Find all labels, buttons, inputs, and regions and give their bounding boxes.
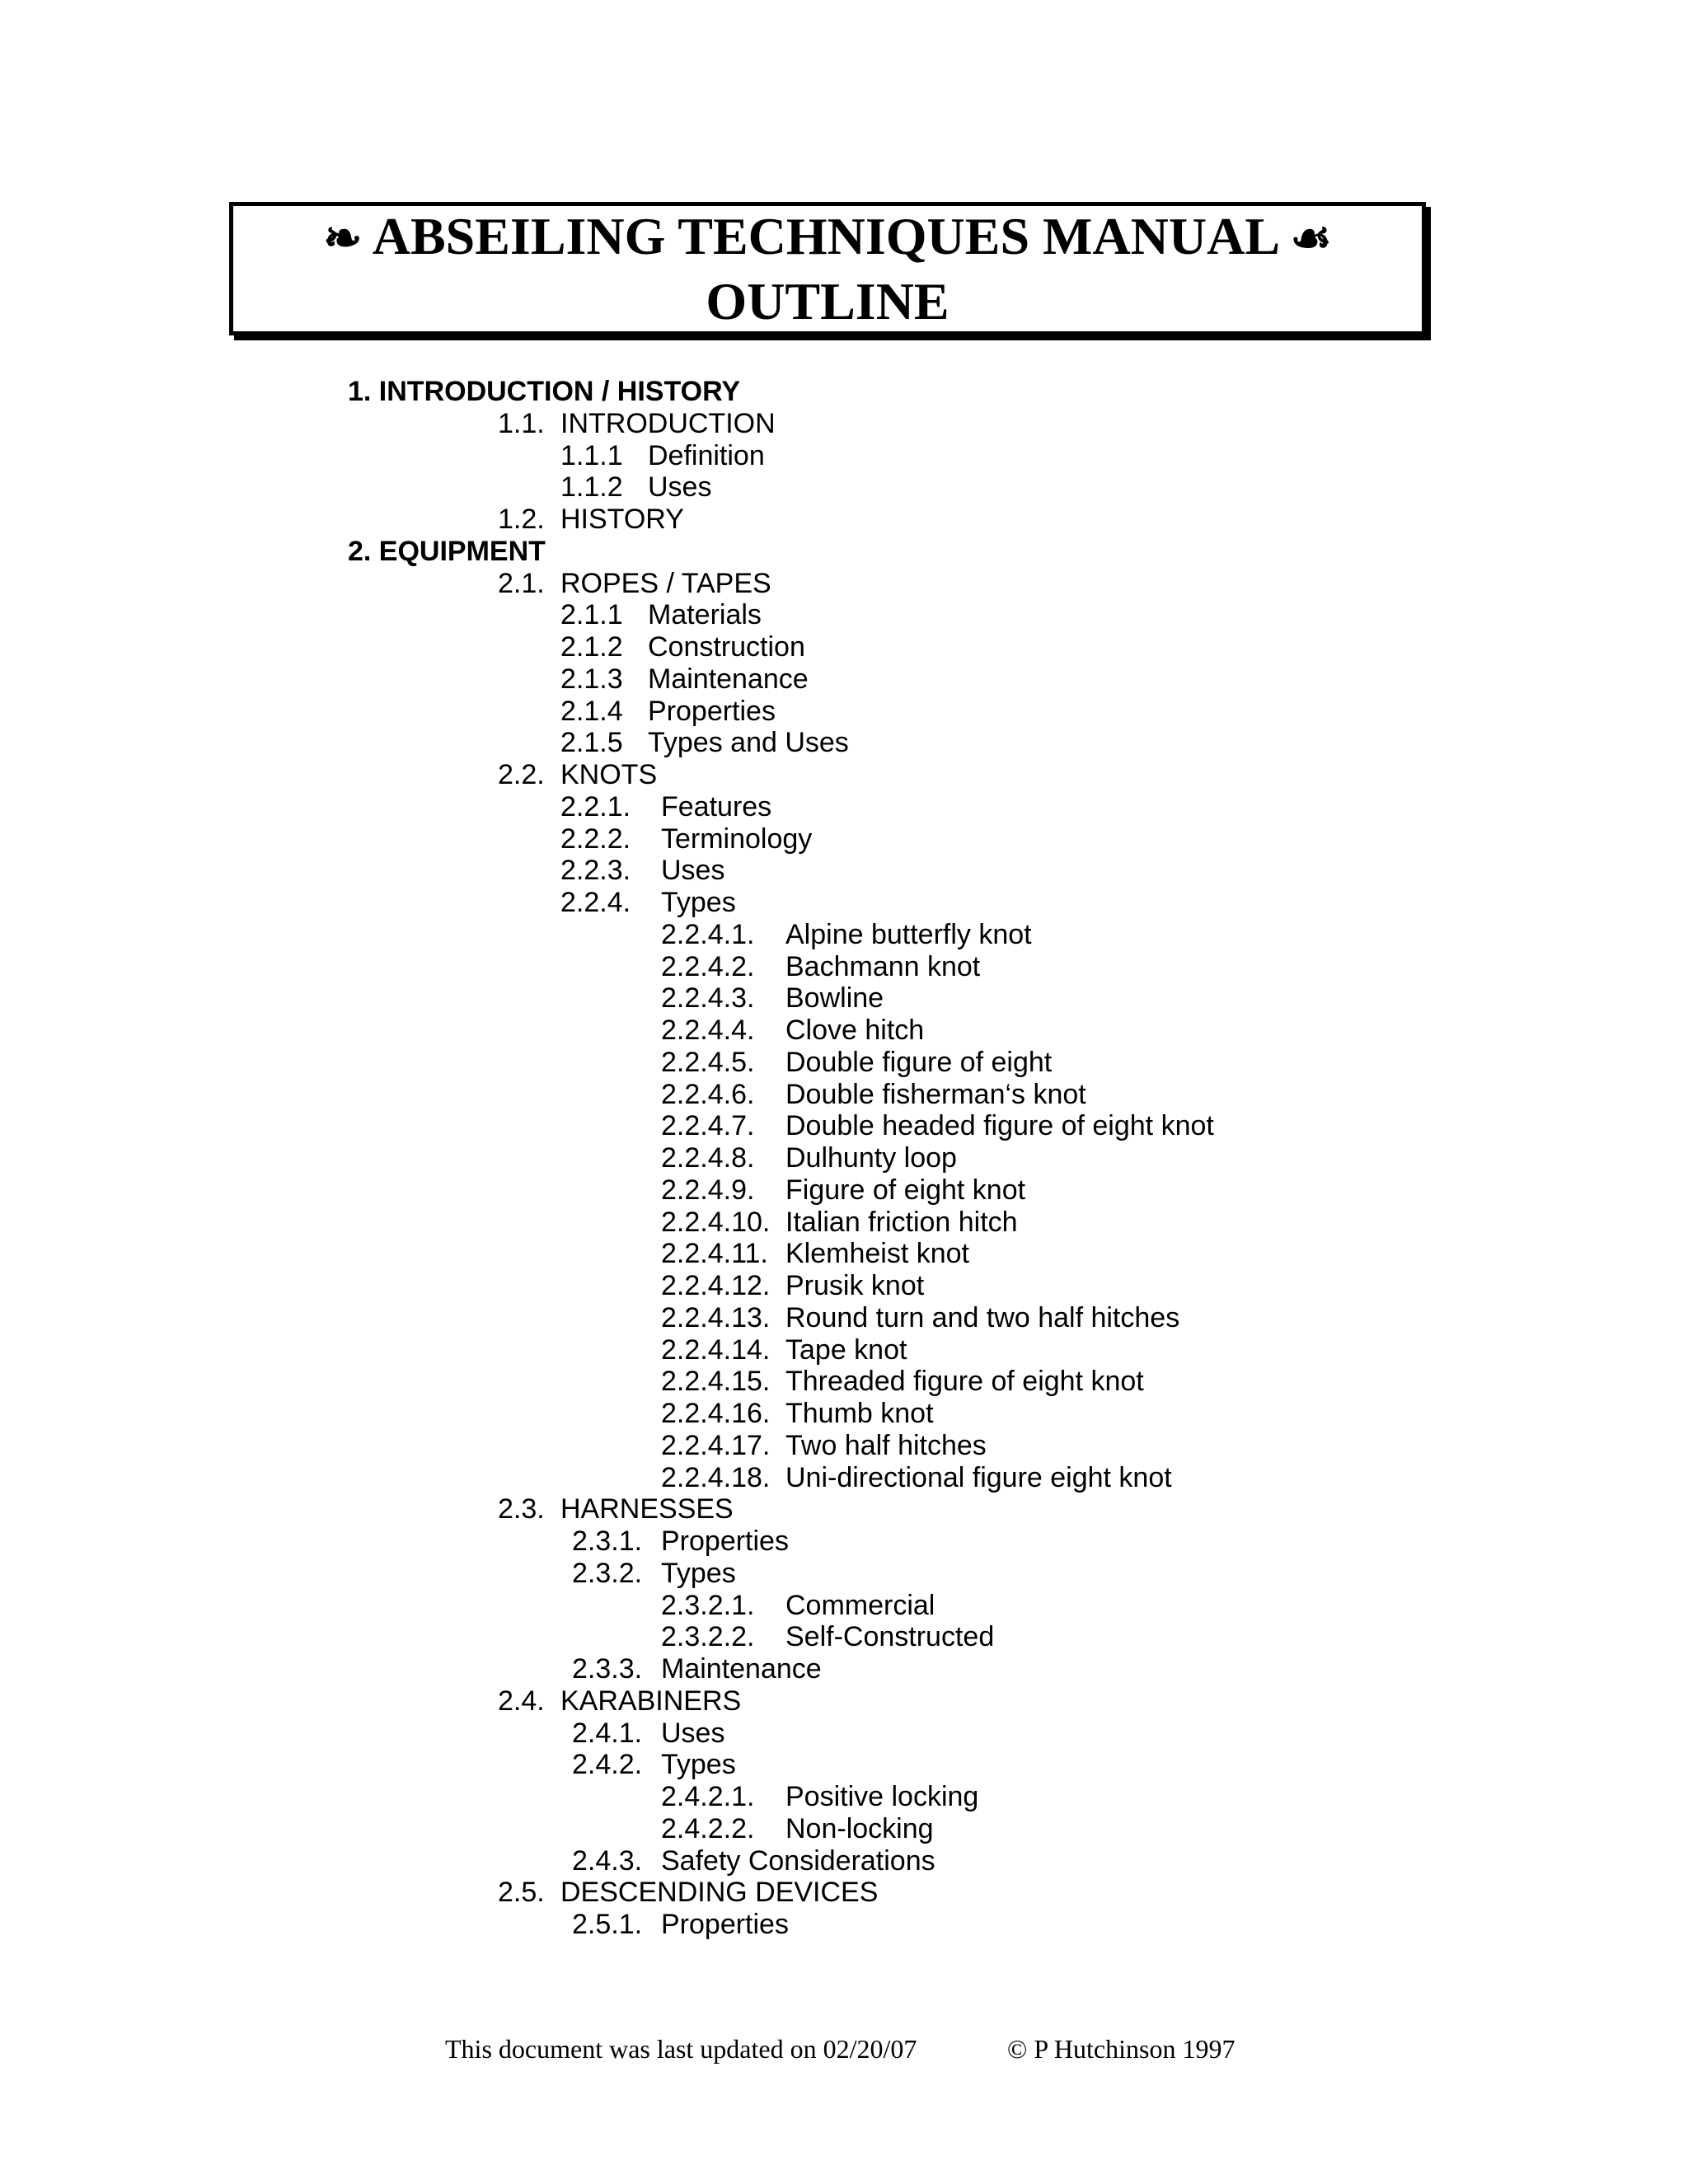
outline-item-number: 2.2.4. [560, 887, 631, 918]
outline-item [0, 1780, 1688, 1813]
outline-item-number: 2.2.4.7. [661, 1110, 755, 1142]
outline-item-number: 2.2.4.1. [661, 918, 755, 950]
outline-item-label: Properties [661, 1909, 789, 1940]
outline-item [0, 1812, 1688, 1845]
outline-item-number: 2.3.3. [572, 1653, 643, 1685]
outline-item [0, 1141, 1688, 1174]
outline-item-label: ROPES / TAPES [560, 567, 771, 599]
outline-item-number: 2.1.2 [560, 631, 623, 663]
outline-item-number: 2.2.4.10. [661, 1206, 771, 1238]
outline-item-number: 1. INTRODUCTION / HISTORY [348, 376, 741, 407]
outline-item-label: Thumb knot [785, 1398, 934, 1429]
outline-item-label: Uni-directional figure eight knot [785, 1461, 1172, 1493]
outline-item-label: Double headed figure of eight knot [785, 1110, 1214, 1142]
outline-item [0, 1109, 1688, 1142]
outline-item-number: 2.2.3. [560, 855, 631, 887]
outline-item-number: 2.4.1. [572, 1717, 643, 1749]
outline-item [0, 1844, 1688, 1877]
outline-item [0, 1461, 1688, 1494]
outline-item-number: 2.1.3 [560, 663, 623, 695]
outline-item-number: 2.2.1. [560, 790, 631, 823]
outline-item [0, 1493, 1688, 1526]
outline-item [0, 503, 1688, 536]
outline-item [0, 950, 1688, 983]
outline-item-label: Threaded figure of eight knot [785, 1366, 1144, 1398]
outline-item-label: Types and Uses [648, 727, 849, 759]
outline-item-number: 2.2.4.9. [661, 1174, 755, 1206]
outline-item [0, 1717, 1688, 1750]
outline-item-number: 2.2.4.17. [661, 1429, 771, 1461]
outline-item [0, 1237, 1688, 1270]
outline-item [0, 1589, 1688, 1622]
outline-item-label: Dulhunty loop [785, 1142, 957, 1174]
outline-item [0, 439, 1688, 472]
outline-item-number: 2.2.2. [560, 823, 631, 855]
outline-item [0, 407, 1688, 440]
outline-item-number: 2.3.2. [572, 1557, 643, 1589]
outline-item-number: 2.1.5 [560, 727, 623, 759]
outline-item-number: 2.2.4.18. [661, 1461, 771, 1493]
outline-item [0, 1557, 1688, 1590]
outline-item-number: 2.5. [498, 1877, 545, 1909]
outline-item-number: 1.2. [498, 504, 545, 535]
outline-item-label: Materials [648, 599, 762, 631]
outline-item-number: 2.3. [498, 1493, 545, 1526]
outline-item-label: Uses [661, 855, 725, 887]
outline-item-number: 2.2. [498, 759, 545, 790]
outline-item-label: Properties [661, 1526, 789, 1557]
outline-item-number: 2.2.4.11. [661, 1238, 768, 1270]
outline-item-label: KNOTS [560, 759, 658, 790]
outline-item [0, 1333, 1688, 1366]
outline-item [0, 695, 1688, 728]
outline-item [0, 1078, 1688, 1111]
outline-item-label: Uses [661, 1717, 725, 1749]
outline-item-label: Italian friction hitch [785, 1206, 1018, 1238]
outline-item [0, 567, 1688, 600]
outline-item [0, 823, 1688, 855]
ornament-right-icon: ☙ [1290, 213, 1332, 265]
outline-item [0, 1748, 1688, 1781]
outline-item-number: 2.4.3. [572, 1844, 643, 1877]
outline-item-label: Bachmann knot [785, 950, 981, 982]
outline-item [0, 790, 1688, 823]
outline-item-label: Safety Considerations [661, 1844, 935, 1877]
outline-item-number: 2.2.4.13. [661, 1301, 771, 1333]
outline-item [0, 1174, 1688, 1207]
outline-item-label: Types [661, 1557, 736, 1589]
outline-item-number: 2.1.1 [560, 599, 623, 631]
outline-item [0, 758, 1688, 791]
outline-item-label: INTRODUCTION [560, 407, 776, 439]
outline-item-number: 2.2.4.12. [661, 1270, 771, 1301]
outline-item-number: 2.4.2. [572, 1749, 643, 1781]
outline-item-label: Bowline [785, 982, 884, 1015]
copyright-text: © P Hutchinson 1997 [1007, 2034, 1236, 2064]
outline-item-number: 1.1. [498, 407, 545, 439]
outline-item-label: Prusik knot [785, 1270, 925, 1301]
outline-item-label: Klemheist knot [785, 1238, 969, 1270]
outline-item-label: Self-Constructed [785, 1621, 995, 1653]
outline-item [0, 726, 1688, 759]
outline-item [0, 1397, 1688, 1430]
outline-item-label: Maintenance [648, 663, 809, 695]
outline-item [0, 1301, 1688, 1334]
outline-item [0, 375, 1688, 408]
outline-item [0, 535, 1688, 568]
outline-item-label: Non-locking [785, 1812, 934, 1844]
outline-item-number: 2.3.1. [572, 1526, 643, 1557]
outline-item [0, 1908, 1688, 1941]
outline-item-label: Definition [648, 439, 765, 471]
title-box [229, 202, 1426, 335]
outline-item [0, 854, 1688, 887]
outline-item [0, 982, 1688, 1015]
outline-item-number: 1.1.1 [560, 439, 623, 471]
outline-item-number: 2.3.2.2. [661, 1621, 755, 1653]
outline-item-number: 2.2.4.14. [661, 1333, 771, 1366]
document-title: ABSEILING TECHNIQUES MANUAL [372, 206, 1278, 265]
outline-item [0, 918, 1688, 951]
outline-item [0, 1525, 1688, 1558]
outline-item-number: 2.2.4.4. [661, 1015, 755, 1046]
outline-item-label: Two half hitches [785, 1429, 987, 1461]
outline-item-label: HARNESSES [560, 1493, 734, 1526]
document-subtitle: OUTLINE [706, 271, 950, 330]
outline-item-number: 2.2.4.15. [661, 1366, 771, 1398]
outline-item-number: 2.4.2.1. [661, 1781, 755, 1812]
outline-item-number: 2.3.2.1. [661, 1589, 755, 1621]
title-line-1 [233, 205, 1422, 270]
outline-item-label: Construction [648, 631, 805, 663]
outline-item-label: Types [661, 887, 736, 918]
outline-item-label: Alpine butterfly knot [785, 918, 1032, 950]
outline-item [0, 663, 1688, 696]
outline-item [0, 471, 1688, 504]
outline-item-label: Terminology [661, 823, 813, 855]
outline-item-number: 2. EQUIPMENT [348, 535, 546, 567]
outline-item-label: KARABINERS [560, 1685, 742, 1717]
outline-item-number: 2.4. [498, 1685, 545, 1717]
outline-item-label: Round turn and two half hitches [785, 1301, 1180, 1333]
outline-item [0, 1876, 1688, 1909]
outline-item-label: Figure of eight knot [785, 1174, 1026, 1206]
outline-item [0, 1365, 1688, 1398]
outline-item-number: 2.2.4.2. [661, 950, 755, 982]
outline-item-number: 2.2.4.3. [661, 982, 755, 1015]
outline-item [0, 630, 1688, 663]
last-updated-text: This document was last updated on 02/20/07 [445, 2034, 917, 2064]
outline-item-number: 2.2.4.16. [661, 1398, 771, 1429]
outline-item-label: Positive locking [785, 1781, 979, 1812]
outline-item [0, 598, 1688, 631]
outline-item-number: 2.2.4.8. [661, 1142, 755, 1174]
ornament-left-icon: ❧ [323, 213, 363, 265]
outline-item-label: Properties [648, 695, 776, 727]
outline-item-number: 2.2.4.6. [661, 1078, 755, 1110]
outline-item-label: DESCENDING DEVICES [560, 1877, 879, 1909]
outline-item [0, 1429, 1688, 1462]
outline-item [0, 1046, 1688, 1079]
outline-item-label: Tape knot [785, 1333, 907, 1366]
outline-item-number: 2.1. [498, 567, 545, 599]
outline-item-label: HISTORY [560, 504, 684, 535]
outline-item [0, 1685, 1688, 1718]
outline-item [0, 1014, 1688, 1047]
outline-item-label: Uses [648, 471, 712, 504]
outline-item-number: 2.2.4.5. [661, 1046, 755, 1078]
outline-item [0, 1620, 1688, 1653]
outline-item-label: Maintenance [661, 1653, 822, 1685]
outline-item-number: 2.1.4 [560, 695, 623, 727]
footer [0, 2034, 1688, 2069]
outline-item-label: Double figure of eight [785, 1046, 1053, 1078]
outline-item [0, 1269, 1688, 1302]
outline-item-number: 1.1.2 [560, 471, 623, 504]
outline-item [0, 1652, 1688, 1685]
outline-item [0, 886, 1688, 919]
outline-item-label: Double fisherman‘s knot [785, 1078, 1086, 1110]
outline-item-label: Types [661, 1749, 736, 1781]
outline-item-label: Commercial [785, 1589, 935, 1621]
outline-item-number: 2.4.2.2. [661, 1812, 755, 1844]
outline-item-label: Features [661, 790, 772, 823]
outline-item [0, 1206, 1688, 1239]
outline-item-number: 2.5.1. [572, 1909, 643, 1940]
outline-item-label: Clove hitch [785, 1015, 925, 1046]
